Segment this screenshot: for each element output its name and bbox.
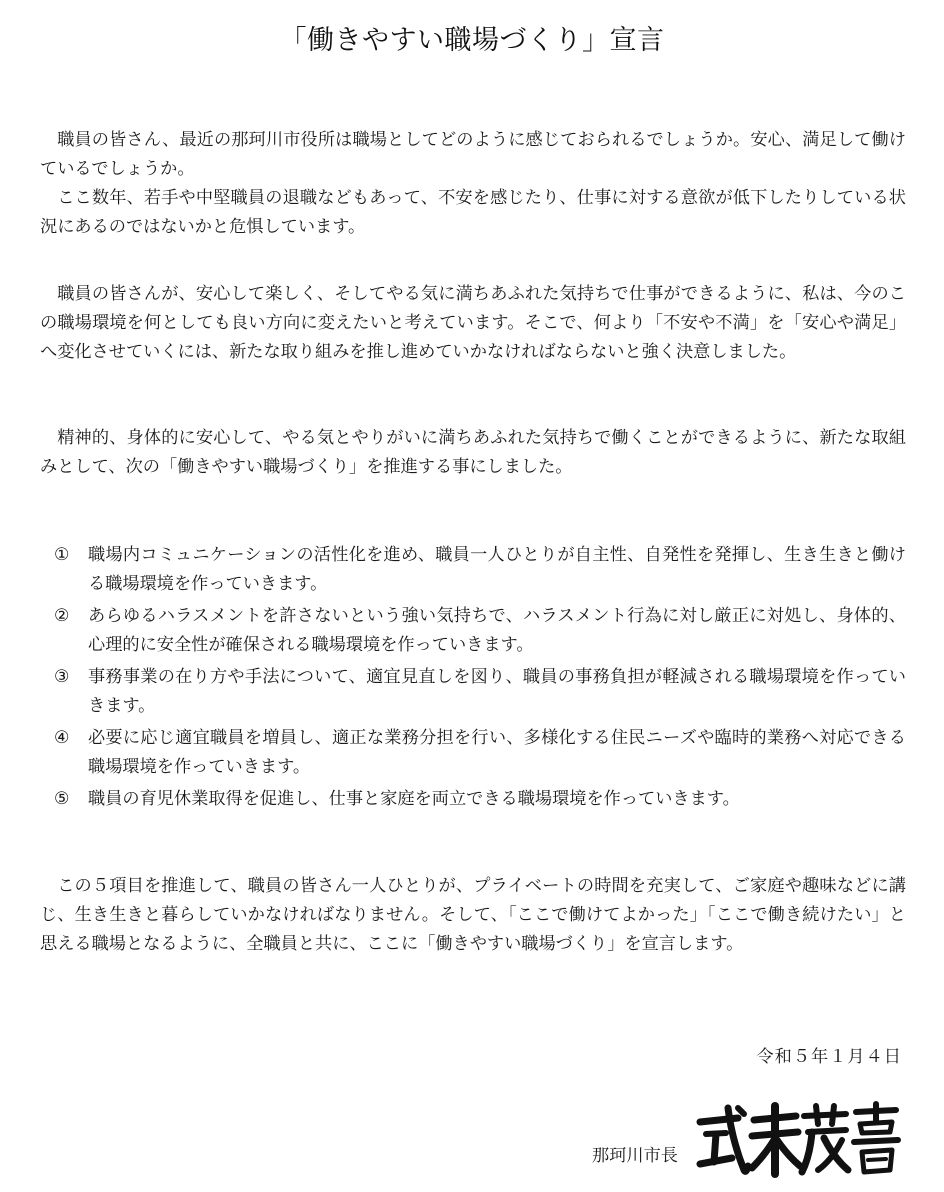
paragraph-initiative: 精神的、身体的に安心して、やる気とやりがいに満ちあふれた気持ちで働くことができるように、新たな取組みとして、次の「働きやすい職場づくり」を推進する事にしました。 xyxy=(40,428,906,477)
paragraph-closing: この５項目を推進して、職員の皆さん一人ひとりが、プライベートの時間を充実して、ご家庭や趣味などに講じ、生き生きと暮らしていかなければなりません。そして、「ここで働けてよかった」「ここで働き続けたい」と思える職場となるように、全職員と共に、ここに「働きやすい職場づくり」を宣言します。 xyxy=(40,876,906,954)
commitment-list xyxy=(54,541,906,817)
document-title: 「働きやすい職場づくり」宣言 xyxy=(279,25,665,56)
item-number: ⑤ xyxy=(54,789,70,809)
issue-date: 令和５年１月４日 xyxy=(756,1047,902,1067)
list-item xyxy=(54,724,906,782)
item-text: 必要に応じ適宜職員を増員し、適正な業務分担を行い、多様化する住民ニーズや臨時的業務へ対応できる職場環境を作っていきます。 xyxy=(88,728,906,777)
signer-title: 那珂川市長 xyxy=(592,1146,678,1166)
paragraph-concern: ここ数年、若手や中堅職員の退職などもあって、不安を感じたり、仕事に対する意欲が低下したりしている状況にあるのではないかと危惧しています。 xyxy=(40,188,906,237)
item-number: ④ xyxy=(54,728,70,748)
item-number: ② xyxy=(54,606,70,626)
item-text: あらゆるハラスメントを許さないという強い気持ちで、ハラスメント行為に対し厳正に対処し、身体的、心理的に安全性が確保される職場環境を作っていきます。 xyxy=(88,606,906,655)
item-text: 事務事業の在り方や手法について、適宜見直しを図り、職員の事務負担が軽減される職場環境を作っていきます。 xyxy=(88,667,906,716)
list-item xyxy=(54,541,906,599)
item-number: ① xyxy=(54,545,70,565)
handwritten-signature xyxy=(692,1100,904,1182)
signature-block xyxy=(592,1100,904,1182)
item-text: 職場内コミュニケーションの活性化を進め、職員一人ひとりが自主性、自発性を発揮し、生き生きと働ける職場環境を作っていきます。 xyxy=(88,545,906,594)
item-number: ③ xyxy=(54,667,70,687)
list-item xyxy=(54,785,906,814)
paragraph-intro: 職員の皆さん、最近の那珂川市役所は職場としてどのように感じておられるでしょうか。安心、満足して働けているでしょうか。 xyxy=(40,130,906,179)
item-text: 職員の育児休業取得を促進し、仕事と家庭を両立できる職場環境を作っていきます。 xyxy=(88,789,740,809)
paragraph-resolve: 職員の皆さんが、安心して楽しく、そしてやる気に満ちあふれた気持ちで仕事ができるように、私は、今のこの職場環境を何としても良い方向に変えたいと考えています。そこで、何より「不安や不満」を「安心や満足」へ変化させていくには、新たな取り組みを推し進めていかなければならないと強く決意しました。 xyxy=(40,284,906,362)
list-item xyxy=(54,663,906,721)
list-item xyxy=(54,602,906,660)
